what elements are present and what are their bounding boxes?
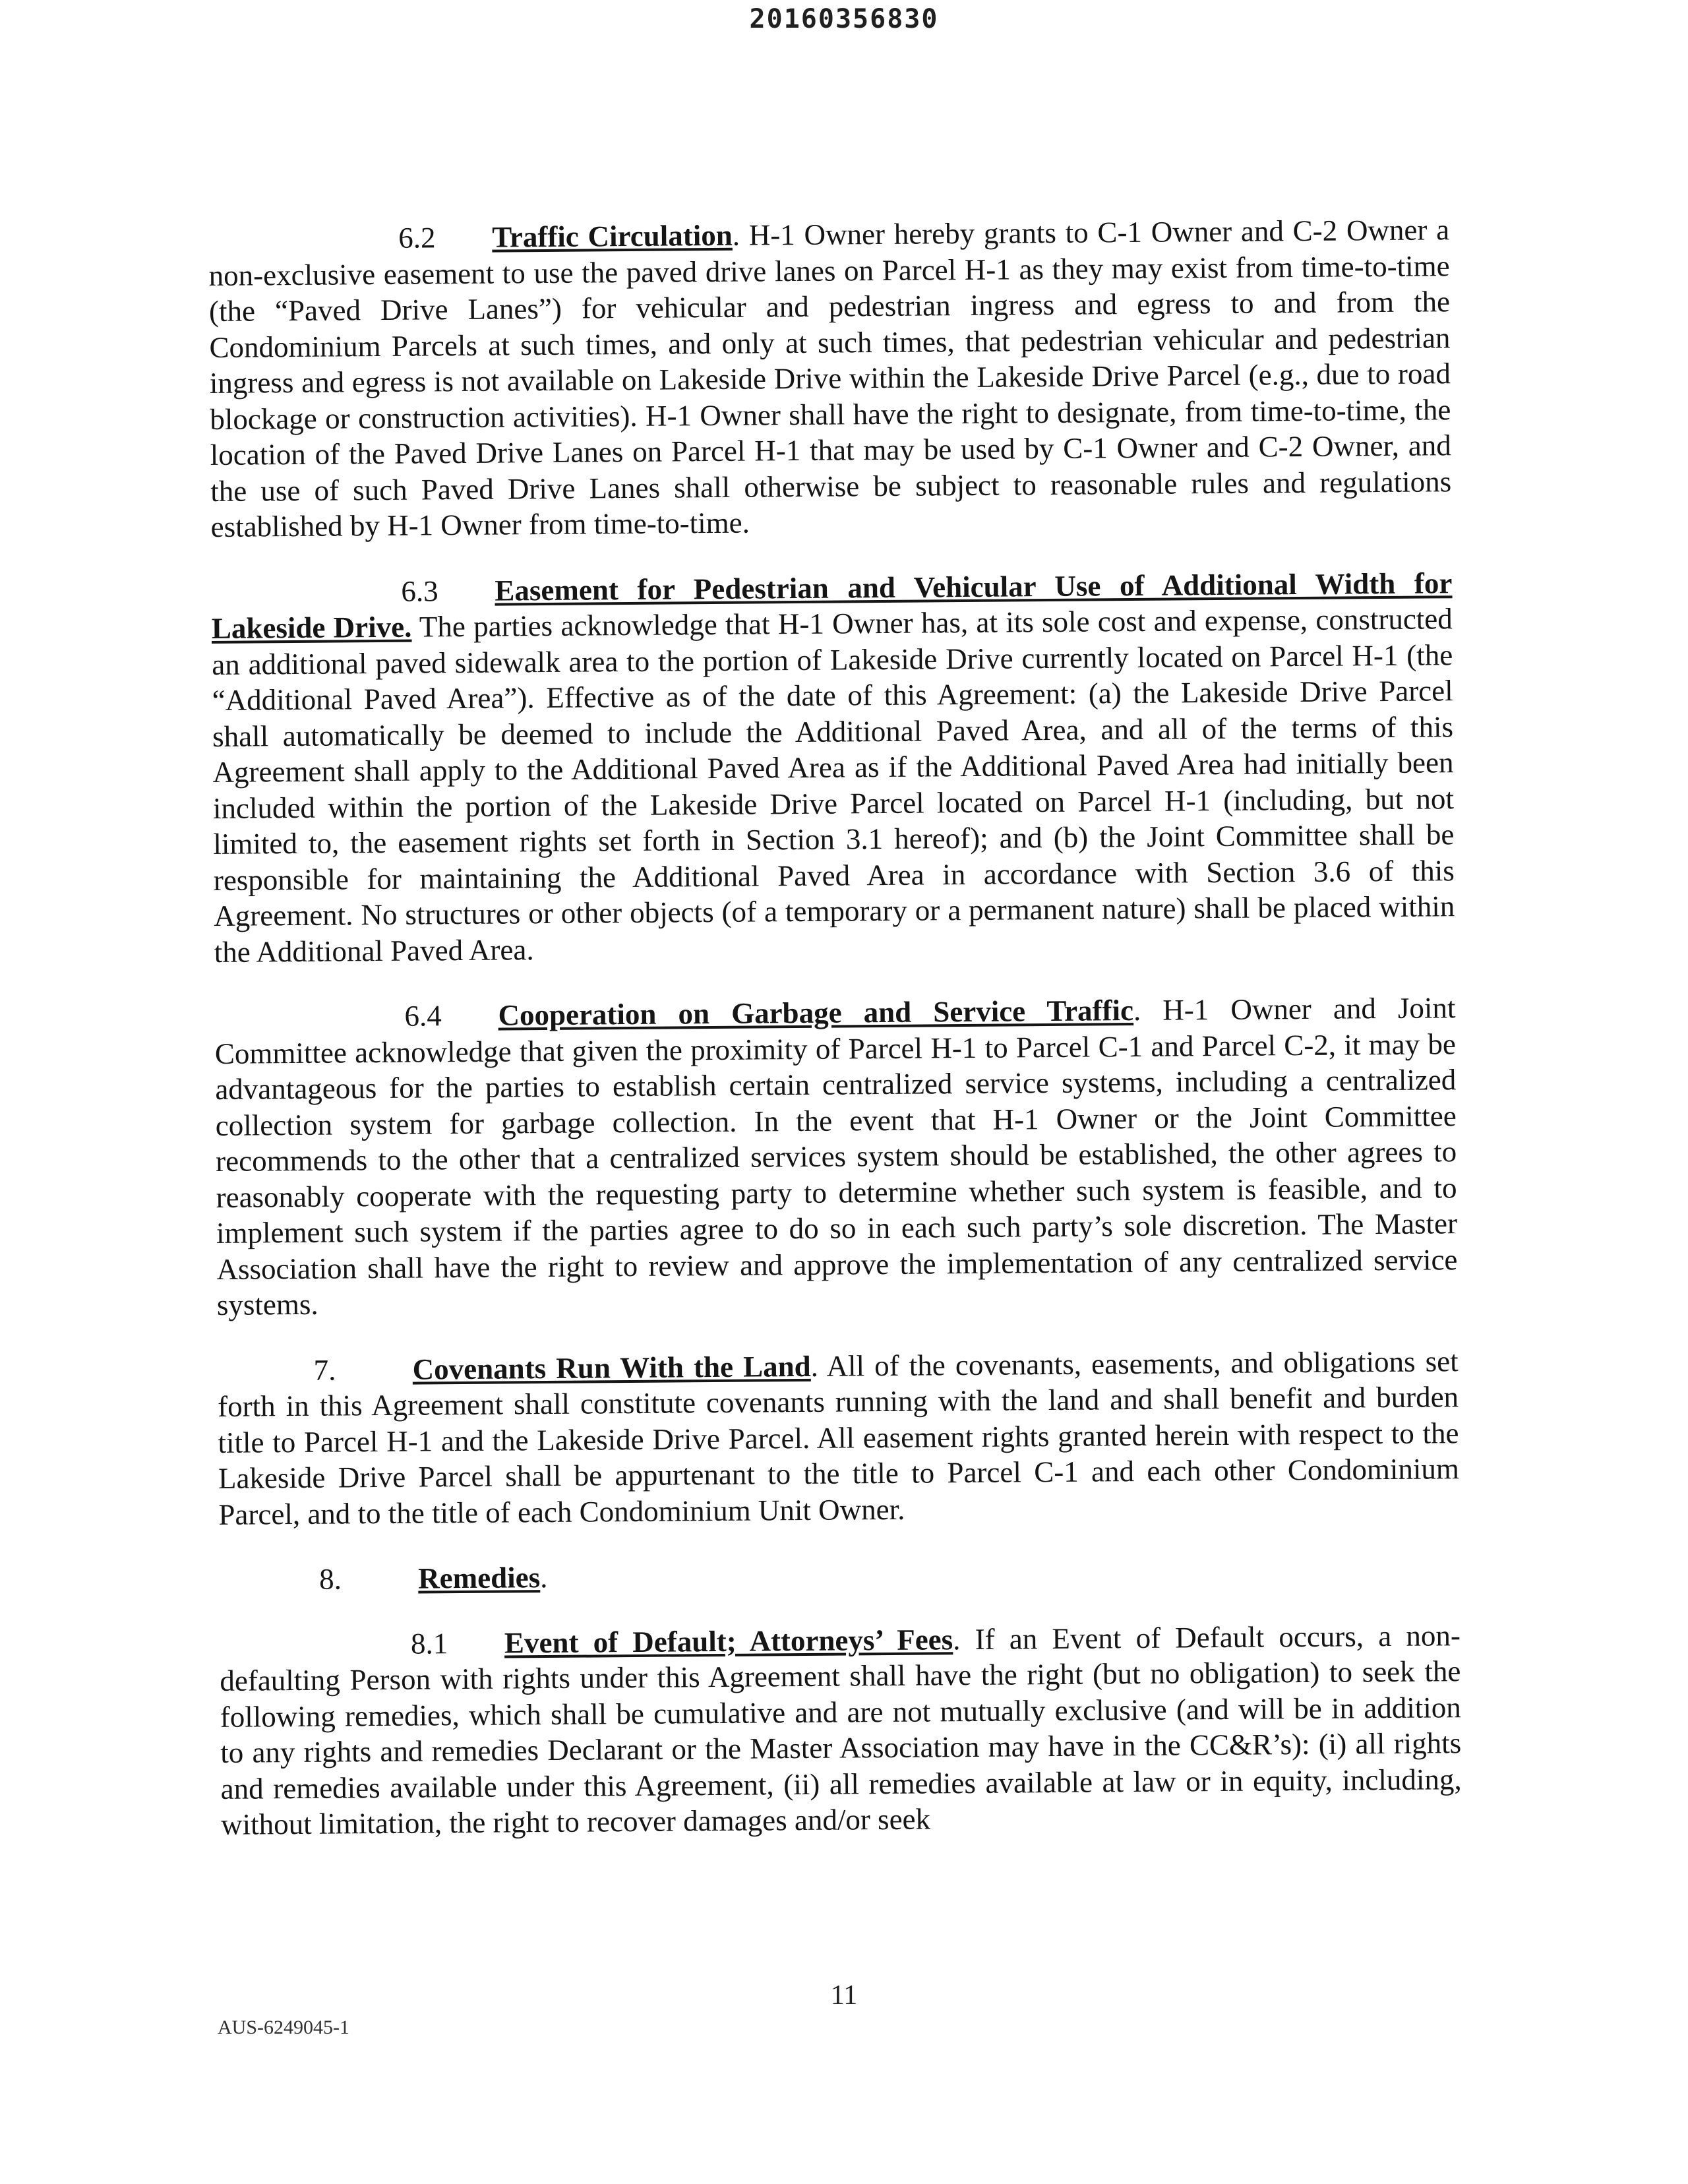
section-8 <box>219 1552 1460 1598</box>
section-heading: Remedies <box>417 1561 541 1595</box>
section-number: 6.4 <box>404 999 442 1033</box>
section-heading: Event of Default; Attorneys’ Fees <box>504 1622 953 1660</box>
section-6-2 <box>208 212 1452 545</box>
section-text: . <box>539 1561 548 1594</box>
section-text: . H-1 Owner and Joint Committee acknowledge that given the proximity of Parcel H-1 to Parcel C-1 and Parcel C-2, it may be advantageous for the parties to establish certain centralized service systems, including a centralized collection system for garbage collection. In the event that H-1 Owner or the Joint Committee recommends to the other that a centralized services system should be established, the other agrees to reasonably cooperate with the requesting party to determine whether such system is feasible, and to implement such system if the parties agree to do so in each such party’s sole discretion. The Master Association shall have the right to review and approve the implementation of any centralized service systems. <box>214 991 1458 1321</box>
section-8-1 <box>220 1618 1462 1843</box>
page-number: 11 <box>830 1980 858 2011</box>
section-number: 7. <box>313 1353 336 1387</box>
section-heading: Covenants Run With the Land <box>412 1349 811 1386</box>
document-id: AUS-6249045-1 <box>218 2017 349 2038</box>
section-number: 6.2 <box>398 221 436 255</box>
section-text: The parties acknowledge that H-1 Owner has, at its sole cost and expense, constructed an additional paved sidewalk area to the portion of Lakeside Drive currently located on Parcel H-1 (the “Additional Paved Area”). Effective as of the date of this Agreement: (a) the Lakeside Drive Parcel shall automatically be deemed to include the Additional Paved Area, and all of the terms of this Agreement shall apply to the Additional Paved Area as if the Additional Paved Area had initially been included within the portion of the Lakeside Drive Parcel located on Parcel H-1 (including, but not limited to, the easement rights set forth in Section 3.1 hereof); and (b) the Joint Committee shall be responsible for maintaining the Additional Paved Area in accordance with Section 3.6 of this Agreement. No structures or other objects (of a temporary or a permanent nature) shall be placed within the Additional Paved Area. <box>212 602 1455 969</box>
section-6-4 <box>214 990 1458 1323</box>
section-heading: Easement for Pedestrian and Vehicular Use of Additional Width for Lakeside Drive. <box>211 566 1453 645</box>
section-number: 8. <box>318 1562 342 1596</box>
document-body <box>208 212 1462 1872</box>
section-text: . H-1 Owner hereby grants to C-1 Owner and C-2 Owner a non-exclusive easement to use the paved drive lanes on Parcel H-1 as they may exist from time-to-time (the “Paved Drive Lanes”) for vehicular and pedestrian ingress and egress to and from the Condominium Parcels at such times, and only at such times, that pedestrian vehicular and pedestrian ingress and egress is not available on Lakeside Drive within the Lakeside Drive Parcel (e.g., due to road blockage or construction activities). H-1 Owner shall have the right to designate, from time-to-time, the location of the Paved Drive Lanes on Parcel H-1 that may be used by C-1 Owner and C-2 Owner, and the use of such Paved Drive Lanes shall otherwise be subject to reasonable rules and regulations established by H-1 Owner from time-to-time. <box>208 213 1452 543</box>
section-6-3 <box>211 565 1455 970</box>
section-heading: Cooperation on Garbage and Service Traffic <box>498 994 1134 1032</box>
document-number: 20160356830 <box>749 4 939 34</box>
section-text: . If an Event of Default occurs, a non-defaulting Person with rights under this Agreement shall have the right (but no obligation) to seek the following remedies, which shall be cumulative and are not mutually exclusive (and will be in addition to any rights and remedies Declarant or the Master Association may have in the CC&R’s): (i) all rights and remedies available under this Agreement, (ii) all remedies available at law or in equity, including, without limitation, the right to recover damages and/or seek <box>220 1618 1462 1841</box>
section-text: . All of the covenants, easements, and obligations set forth in this Agreement shall constitute covenants running with the land and shall benefit and burden title to Parcel H-1 and the Lakeside Drive Parcel. All easement rights granted herein with respect to the Lakeside Drive Parcel shall be appurtenant to the title to Parcel C-1 and each other Condominium Parcel, and to the title of each Condominium Unit Owner. <box>217 1344 1460 1531</box>
section-number: 8.1 <box>410 1626 448 1660</box>
section-number: 6.3 <box>401 574 438 608</box>
section-heading: Traffic Circulation <box>492 218 733 254</box>
section-7 <box>217 1343 1459 1532</box>
